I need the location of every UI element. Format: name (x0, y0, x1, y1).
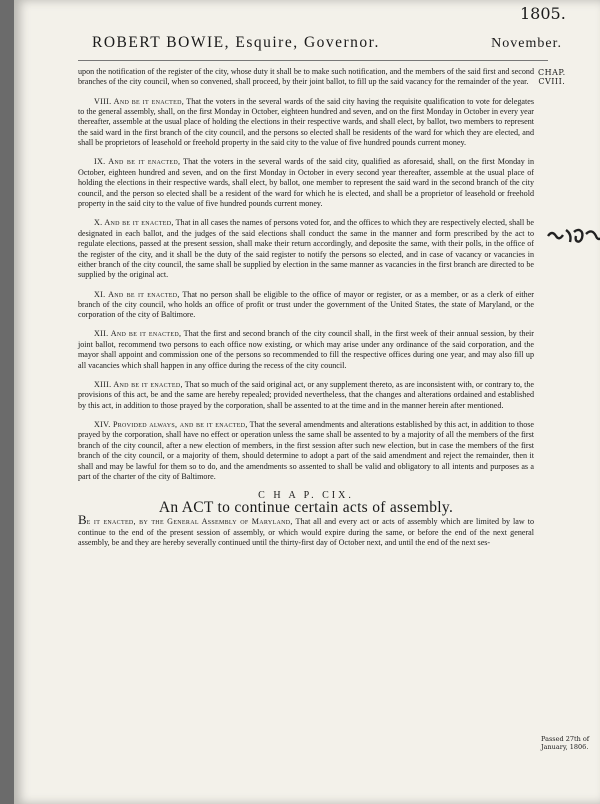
chapter-marginal (538, 68, 566, 86)
section-label: XIII. And be it enacted, (94, 379, 183, 389)
header-year: 1805. (520, 4, 566, 23)
page-header (92, 34, 562, 52)
document-body (78, 67, 534, 548)
act-text: That all and every act or acts of assembly which are limited by law to continue to the end of the present session of assembly, or which would expire during the same, or before the end of the next general assembly, be and they are hereby severally continued until the thirty-first day of October next, and until the end of the next ses- (78, 517, 534, 547)
section-text: That in all cases the names of persons voted for, and the offices to which they are respectively elected, shall be designated in each ballot, and the judges of the said elections shall conduct the same in the manner and form prescribed by the act to regulate elections, passed at the present session, shall make their return accordingly, and deposite the same, with their polls, in the office of the register of the city, and it shall be the duty of the said register to notify the persons so elected, and in case of vacancy or vacancies in either branch of the city council, the same shall be supplied by election in the same manner as vacancies in the first branch are directed to be supplied by the original act. (78, 218, 534, 280)
section-xi (78, 290, 534, 321)
ink-blot-mark (544, 222, 600, 248)
section-ix (78, 157, 534, 209)
section-xiii (78, 380, 534, 411)
section-label: XIV. Provided always, and be it enacted, (94, 419, 248, 429)
section-label: VIII. And be it enacted, (94, 96, 185, 106)
section-viii (78, 97, 534, 149)
section-xiv (78, 420, 534, 483)
header-title: ROBERT BOWIE, Esquire, Governor. (92, 34, 380, 51)
act-opening-paragraph (78, 512, 534, 548)
drop-cap: B (78, 512, 87, 528)
section-label: X. And be it enacted, (94, 218, 174, 228)
section-text: That the several amendments and alterations established by this act, in addition to those prayed by the corporation, shall have no effect or operation unless the same shall be assented to by a majority of all the members of the first branch of the city council, after a new election of members, in the first session after such new election, but in case the members of the first branch of the city council, or a majority of them, should determine to adopt a part of the said amendment and reject the remainder, then it shall and may be lawful for them so to do, and the amendments so assented to shall be valid and obligatory to all intents and purposes as a part of the charter of the city of Baltimore. (78, 419, 534, 482)
document-page (14, 0, 600, 804)
section-label: XII. And be it enacted, (94, 329, 182, 339)
passed-date-note: Passed 27th of January, 1806. (541, 735, 590, 751)
header-rule (78, 60, 548, 61)
section-text: That so much of the said original act, or any supplement thereto, as are inconsistent with, or contrary to, the provisions of this act, be and the same are hereby repealed; provided nevertheless, that the changes and alterations ordained and established by this act, in addition to those prayed by the corporation, shall be assented to at the time and in the manner herein after mentioned. (78, 379, 534, 410)
section-xii (78, 329, 534, 371)
section-x (78, 218, 534, 281)
section-text: That no person shall be eligible to the office of mayor or register, or as a member, or as a clerk of either branch of the city council, who holds an office of profit or trust under the government of the United States, the state of Maryland, or the corporation of the city of Baltimore. (78, 289, 534, 320)
section-label: XI. And be it enacted, (94, 289, 180, 299)
header-month: November. (491, 36, 562, 51)
act-title: An ACT to continue certain acts of assembly. (158, 498, 454, 516)
chapter-cix-heading: C H A P. CIX. (258, 490, 354, 502)
chapter-marginal-number: CVIII. (538, 77, 566, 86)
chapter-marginal-label: CHAP. (538, 68, 566, 77)
section-text: That the first and second branch of the city council shall, in the first week of their annual session, by their joint ballot, recommend two persons to each office now existing, or which may arise under any ordinance of the said corporation, and the mayor shall appoint and commission one of the persons so recommended to fill the respective offices during one year, and may also fill up all vacancies which shall happen in any office during the recess of the city council. (78, 329, 534, 370)
section-label: IX. And be it enacted, (94, 157, 181, 167)
section-text: That the voters in the several wards of the said city having the requisite qualification to vote for delegates to the general assembly, shall, on the first Monday in October, eighteen hundred and seven, and on the first Monday in October in every year thereafter, assemble at the usual place of holding the elections in their respective wards, and shall elect, by ballot, two members to represent the said ward in the first branch of the city council, and the persons so elected shall be residents of the ward for which they are elected, and shall be proprietors of leasehold or freehold property in the said city to the value of five hundred pounds current money. (78, 96, 534, 148)
paragraph-continued: upon the notification of the register of the city, whose duty it shall be to make such notification, and the members of the said first and second branches of the city council, when so convened, shall proceed, by their joint ballot, to fill up the said vacancy for the remainder of the year. (78, 67, 534, 87)
enacting-clause: e it enacted, by the General Assembly of Maryland, (86, 517, 293, 527)
section-text: That the voters in the several wards of the said city, qualified as aforesaid, shall, on the first Monday in October, eighteen hundred and seven, and on the first Monday in October in every second year thereafter, assemble at the usual place of holding the elections in their respective wards, shall elect, by ballot, one member to represent the said ward in the second branch of the city council, and the person so elected shall be a resident of the ward for which he is elected, and shall be a proprietor of leasehold or freehold property in the said city to the value of five hundred pounds current money. (78, 157, 534, 209)
